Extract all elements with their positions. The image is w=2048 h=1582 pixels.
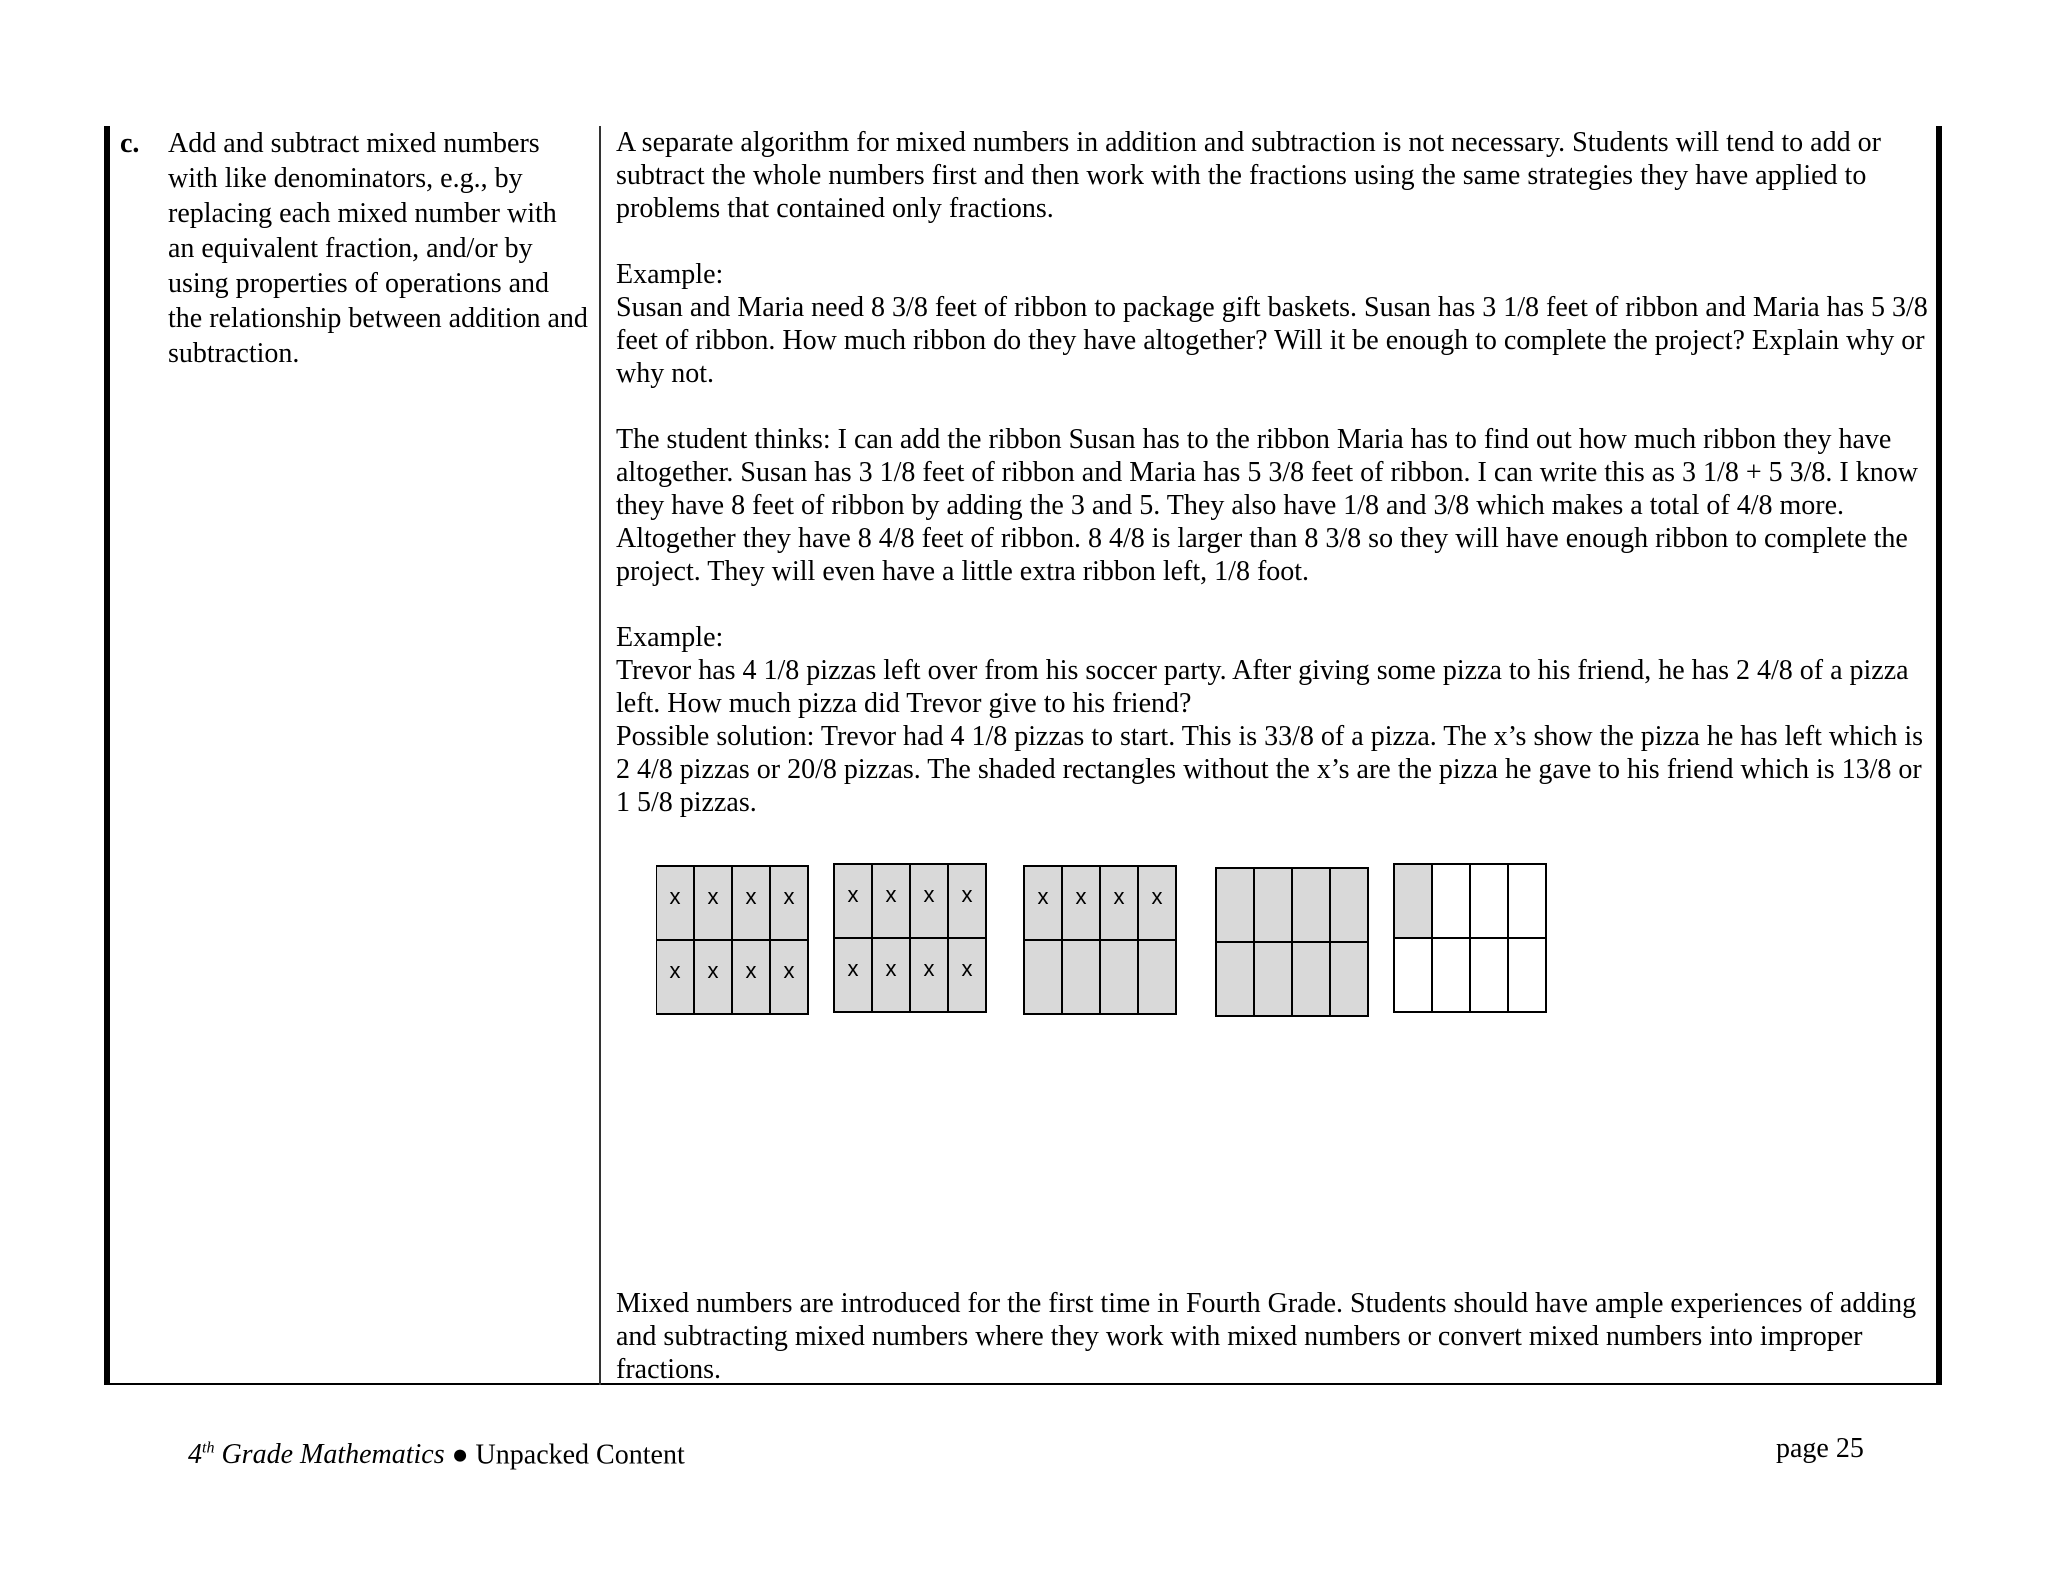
footer-separator: ● Unpacked Content	[444, 1439, 685, 1471]
pizza-5	[1394, 864, 1546, 1012]
pizza-slice	[1100, 940, 1138, 1014]
pizza-slice	[1394, 938, 1432, 1012]
slice-mark: x	[669, 884, 681, 909]
slice-mark: x	[783, 958, 795, 983]
page-number: page 25	[1776, 1433, 1864, 1464]
example-1-thinking: The student thinks: I can add the ribbon Susan has to the ribbon Maria has to find out how much ribbon they have altogether. Susan has 3 1/8 feet of ribbon and Maria has 5 3/8 feet of ribbon. I can write this as 3 1/8 + 5 3/8. I know they have 8 feet of ribbon by adding the 3 and 5. They also have 1/8 and 3/8 which makes a total of 4/8 more. Altogether they have 8 4/8 feet of ribbon. 8 4/8 is larger than 8 3/8 so they will have enough ribbon to complete the project. They will even have a little extra ribbon left, 1/8 foot.	[616, 424, 1918, 587]
pizza-slice	[1254, 868, 1292, 942]
pizza-slice	[1024, 940, 1062, 1014]
slice-mark: x	[847, 882, 859, 907]
slice-mark: x	[923, 882, 935, 907]
pizza-slice	[1508, 864, 1546, 938]
example-2-problem: Trevor has 4 1/8 pizzas left over from his soccer party. After giving some pizza to his friend, he has 2 4/8 of a pizza left. How much pizza did Trevor give to his friend?	[616, 655, 1909, 719]
pizza-diagram	[656, 862, 1556, 1022]
slice-mark: x	[923, 956, 935, 981]
closing-section	[616, 1287, 1934, 1386]
pizza-slice	[1062, 940, 1100, 1014]
footer-grade-number: 4	[188, 1439, 202, 1471]
slice-mark: x	[1113, 884, 1125, 909]
pizza-2	[834, 864, 986, 1012]
pizza-4	[1216, 868, 1368, 1016]
intro-paragraph: A separate algorithm for mixed numbers in addition and subtraction is not necessary. Students will tend to add or subtract the whole numbers first and then work with the fractions using the same strategies they have applied to problems that contained only fractions.	[616, 127, 1881, 224]
pizza-slice	[1508, 938, 1546, 1012]
pizza-slice	[1330, 868, 1368, 942]
example-1-problem: Susan and Maria need 8 3/8 feet of ribbon to package gift baskets. Susan has 3 1/8 feet of ribbon and Maria has 5 3/8 feet of ribbon. How much ribbon do they have altogether? Will it be enough to complete the project? Explain why or why not.	[616, 292, 1928, 389]
pizza-slice	[1470, 938, 1508, 1012]
slice-mark: x	[745, 958, 757, 983]
pizza-3	[1024, 866, 1176, 1014]
unpacking-column	[616, 126, 1934, 819]
footer-grade-suffix: th	[202, 1440, 215, 1457]
pizza-slice	[1292, 868, 1330, 942]
column-divider	[599, 126, 601, 1385]
slice-mark: x	[707, 958, 719, 983]
slice-mark: x	[885, 882, 897, 907]
slice-mark: x	[1037, 884, 1049, 909]
pizza-slice	[1292, 942, 1330, 1016]
footer-grade-text: Grade Mathematics	[214, 1439, 445, 1471]
slice-mark: x	[669, 958, 681, 983]
closing-paragraph: Mixed numbers are introduced for the first time in Fourth Grade. Students should have ample experiences of adding and subtracting mixed numbers where they work with mixed numbers or convert mixed numbers into improper fractions.	[616, 1288, 1917, 1385]
slice-mark: x	[745, 884, 757, 909]
slice-mark: x	[783, 884, 795, 909]
pizza-slice	[1216, 942, 1254, 1016]
slice-mark: x	[961, 956, 973, 981]
standard-letter: c.	[120, 128, 140, 159]
example-1-label: Example:	[616, 259, 724, 290]
slice-mark: x	[885, 956, 897, 981]
slice-mark: x	[1075, 884, 1087, 909]
pizza-slice	[1470, 864, 1508, 938]
slice-mark: x	[961, 882, 973, 907]
slice-mark: x	[707, 884, 719, 909]
pizza-slice	[1138, 940, 1176, 1014]
footer-title	[188, 1432, 685, 1472]
pizza-slice	[1330, 942, 1368, 1016]
pizza-1	[656, 866, 808, 1014]
example-2-solution: Possible solution: Trevor had 4 1/8 pizzas to start. This is 33/8 of a pizza. The x’s show the pizza he has left which is 2 4/8 pizzas or 20/8 pizzas. The shaded rectangles without the x’s are the pizza he gave to his friend which is 13/8 or 1 5/8 pizzas.	[616, 721, 1924, 818]
pizza-slice	[1254, 942, 1292, 1016]
pizza-slice	[1394, 864, 1432, 938]
standard-text: Add and subtract mixed numbers with like denominators, e.g., by replacing each mixed number with an equivalent fraction, and/or by using properties of operations and the relationship between addition and subtraction.	[168, 128, 588, 369]
pizza-slice	[1432, 938, 1470, 1012]
slice-mark: x	[1151, 884, 1163, 909]
pizza-slice	[1216, 868, 1254, 942]
example-2-label: Example:	[616, 622, 724, 653]
pizza-slice	[1432, 864, 1470, 938]
slice-mark: x	[847, 956, 859, 981]
